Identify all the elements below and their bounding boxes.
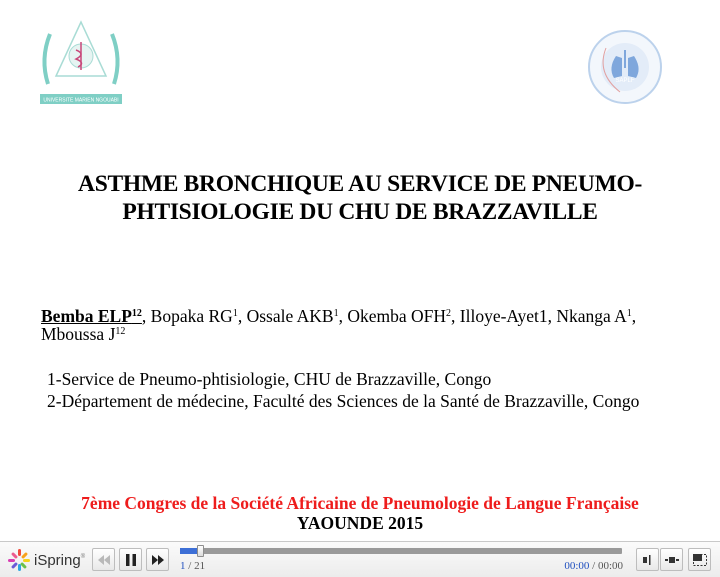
layout-toggle-button[interactable]: [660, 548, 683, 571]
slide-progress-bar[interactable]: [180, 548, 622, 554]
pause-button[interactable]: [119, 548, 142, 571]
affiliation-1: 1-Service de Pneumo-phtisiologie, CHU de Brazzaville, Congo: [47, 369, 492, 389]
fast-forward-icon: [152, 555, 164, 565]
svg-text:SAPLF: SAPLF: [615, 78, 635, 84]
slide-counter: 1 / 21: [180, 560, 206, 572]
author-line-1: Bemba ELP$^{12}$, Bopaka $RG^1$, Ossale AKB$^1$, Okemba OFH$^2$, Illoye-Ayet1, Nkanga $A^1$,: [41, 306, 637, 326]
presentation-title: [30, 170, 690, 226]
layout-icon: [665, 557, 679, 563]
rewind-icon: [98, 555, 110, 565]
volume-button[interactable]: [636, 548, 659, 571]
pause-icon: [126, 554, 136, 566]
university-logo: [34, 14, 128, 108]
author-list: [41, 307, 681, 343]
author-line-2: Mboussa $J^{12}$: [41, 324, 126, 344]
svg-text:UNIVERSITE MARIEN NGOUABI: UNIVERSITE MARIEN NGOUABI: [43, 97, 119, 104]
society-logo: [586, 28, 664, 106]
congress-city-year: YAOUNDE 2015: [296, 513, 424, 533]
playback-time: 00:00 / 00:00: [564, 560, 623, 572]
previous-slide-button[interactable]: [92, 548, 115, 571]
affiliation-2: 2-Département de médecine, Faculté des Sciences de la Santé de Brazzaville, Congo: [47, 391, 640, 411]
ispring-brand: [8, 549, 85, 571]
ispring-label: iSpring®: [34, 551, 86, 569]
fullscreen-icon: [693, 554, 707, 566]
title-line-1: ASTHME BRONCHIQUE AU SERVICE DE PNEUMO-: [78, 171, 642, 197]
title-line-2: PHTISIOLOGIE DU CHU DE BRAZZAVILLE: [122, 199, 598, 225]
ispring-logo-icon: [8, 549, 30, 571]
congress-name: 7ème Congres de la Société Africaine de Pneumologie de Langue Française: [81, 493, 639, 513]
next-slide-button[interactable]: [146, 548, 169, 571]
fullscreen-button[interactable]: [688, 548, 711, 571]
lead-author: Bemba ELP$^{12}$: [41, 306, 142, 326]
speaker-icon: [643, 554, 653, 566]
progress-thumb[interactable]: [197, 545, 204, 557]
